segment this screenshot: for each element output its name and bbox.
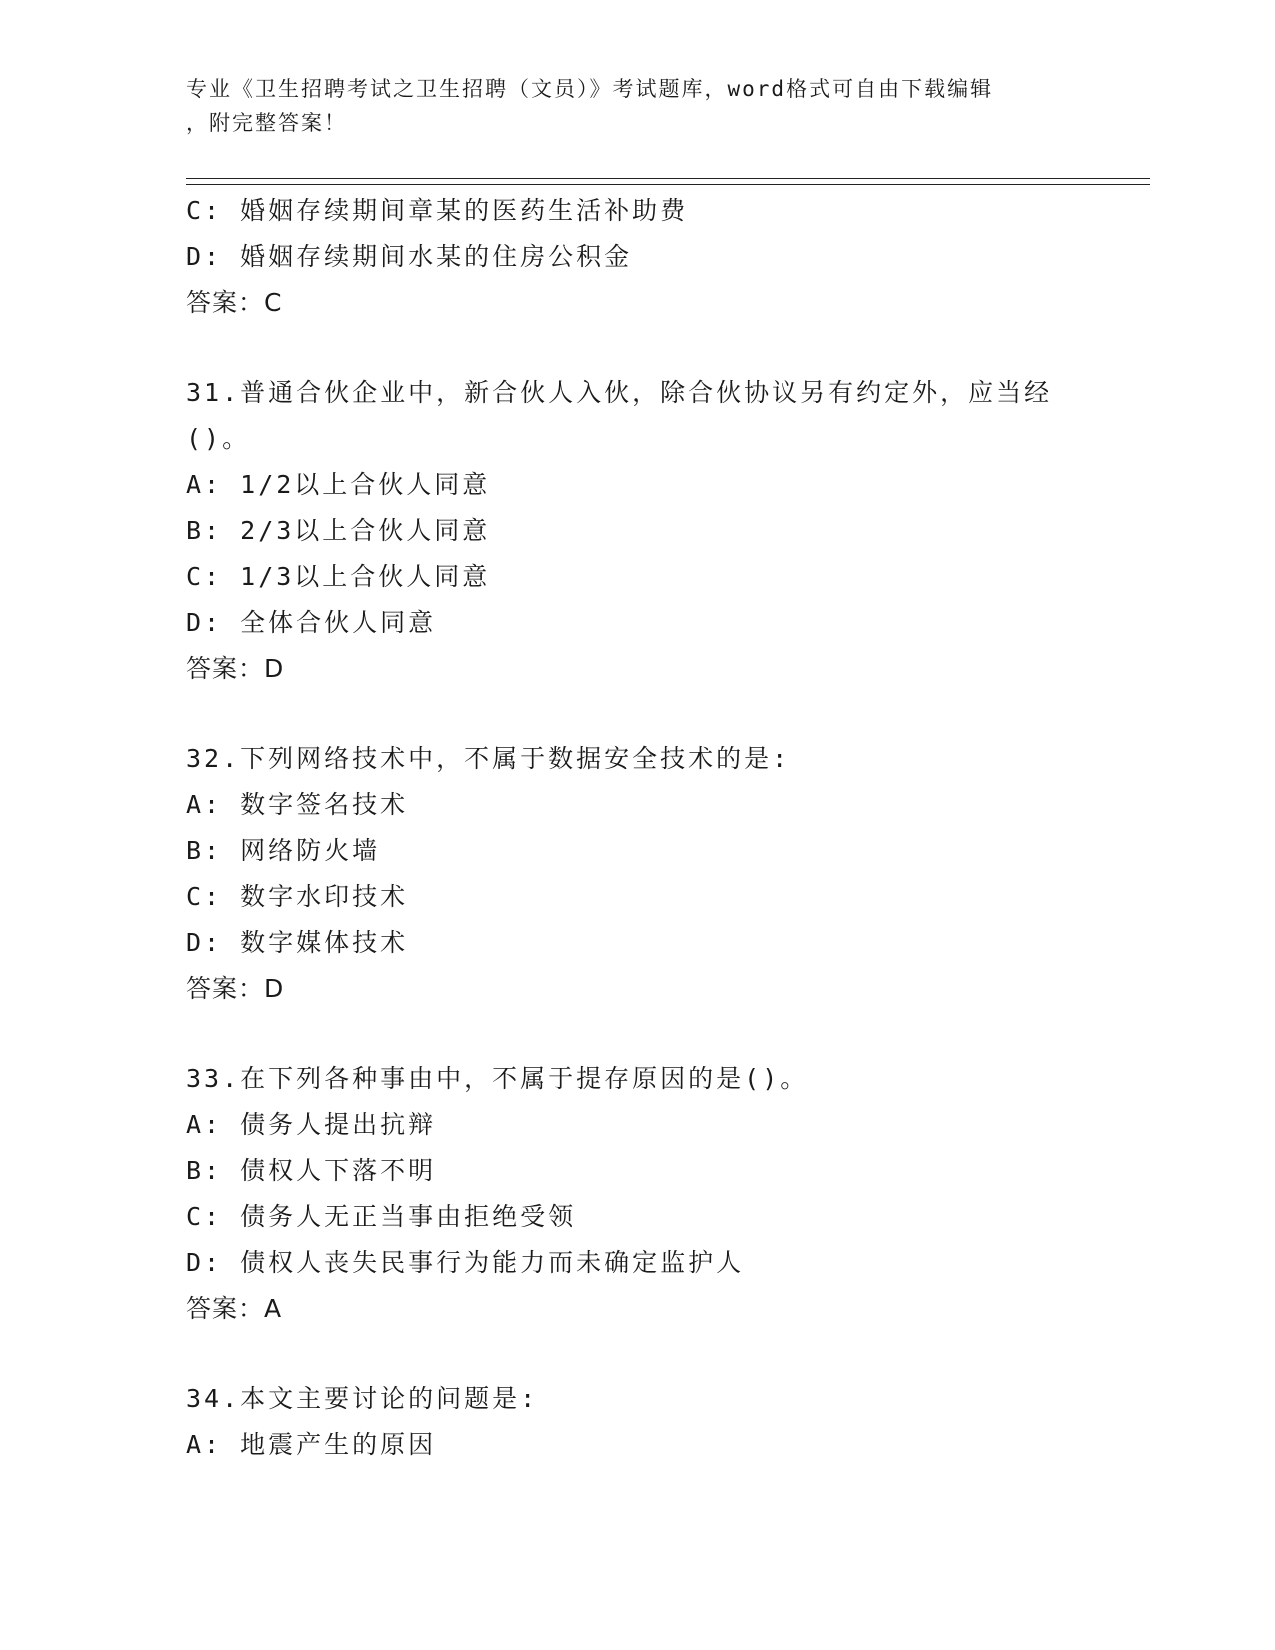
answer: 答案：D — [186, 654, 285, 683]
document-header — [186, 72, 1086, 140]
option-b: B: 债权人下落不明 — [186, 1156, 437, 1185]
option-c: C: 债务人无正当事由拒绝受领 — [186, 1202, 577, 1231]
option-c: C: 1/3以上合伙人同意 — [186, 562, 491, 591]
option-d: D: 数字媒体技术 — [186, 928, 409, 957]
option-c: C: 婚姻存续期间章某的医药生活补助费 — [186, 196, 689, 225]
question-32 — [186, 736, 1146, 1012]
option-a: A: 1/2以上合伙人同意 — [186, 470, 491, 499]
option-d: D: 婚姻存续期间水某的住房公积金 — [186, 242, 633, 271]
question-34 — [186, 1376, 1146, 1468]
option-c: C: 数字水印技术 — [186, 882, 409, 911]
answer: 答案：A — [186, 1294, 283, 1323]
question-30-fragment — [186, 188, 1146, 326]
option-d: D: 债权人丧失民事行为能力而未确定监护人 — [186, 1248, 745, 1277]
question-31 — [186, 370, 1146, 692]
question-list — [186, 188, 1146, 1468]
answer: 答案：D — [186, 974, 285, 1003]
option-a: A: 地震产生的原因 — [186, 1430, 437, 1459]
option-b: B: 2/3以上合伙人同意 — [186, 516, 491, 545]
header-divider — [186, 178, 1150, 185]
header-line-2: ，附完整答案！ — [186, 111, 347, 135]
question-text: 31.普通合伙企业中，新合伙人入伙，除合伙协议另有约定外，应当经()。 — [186, 378, 1053, 453]
option-b: B: 网络防火墙 — [186, 836, 381, 865]
header-line-1: 专业《卫生招聘考试之卫生招聘（文员）》考试题库，word格式可自由下载编辑 — [186, 77, 994, 101]
answer: 答案：C — [186, 288, 283, 317]
question-text: 34.本文主要讨论的问题是: — [186, 1384, 539, 1413]
option-a: A: 债务人提出抗辩 — [186, 1110, 437, 1139]
question-text: 33.在下列各种事由中，不属于提存原因的是()。 — [186, 1064, 809, 1093]
question-33 — [186, 1056, 1146, 1332]
option-d: D: 全体合伙人同意 — [186, 608, 437, 637]
option-a: A: 数字签名技术 — [186, 790, 409, 819]
question-text: 32.下列网络技术中，不属于数据安全技术的是: — [186, 744, 791, 773]
